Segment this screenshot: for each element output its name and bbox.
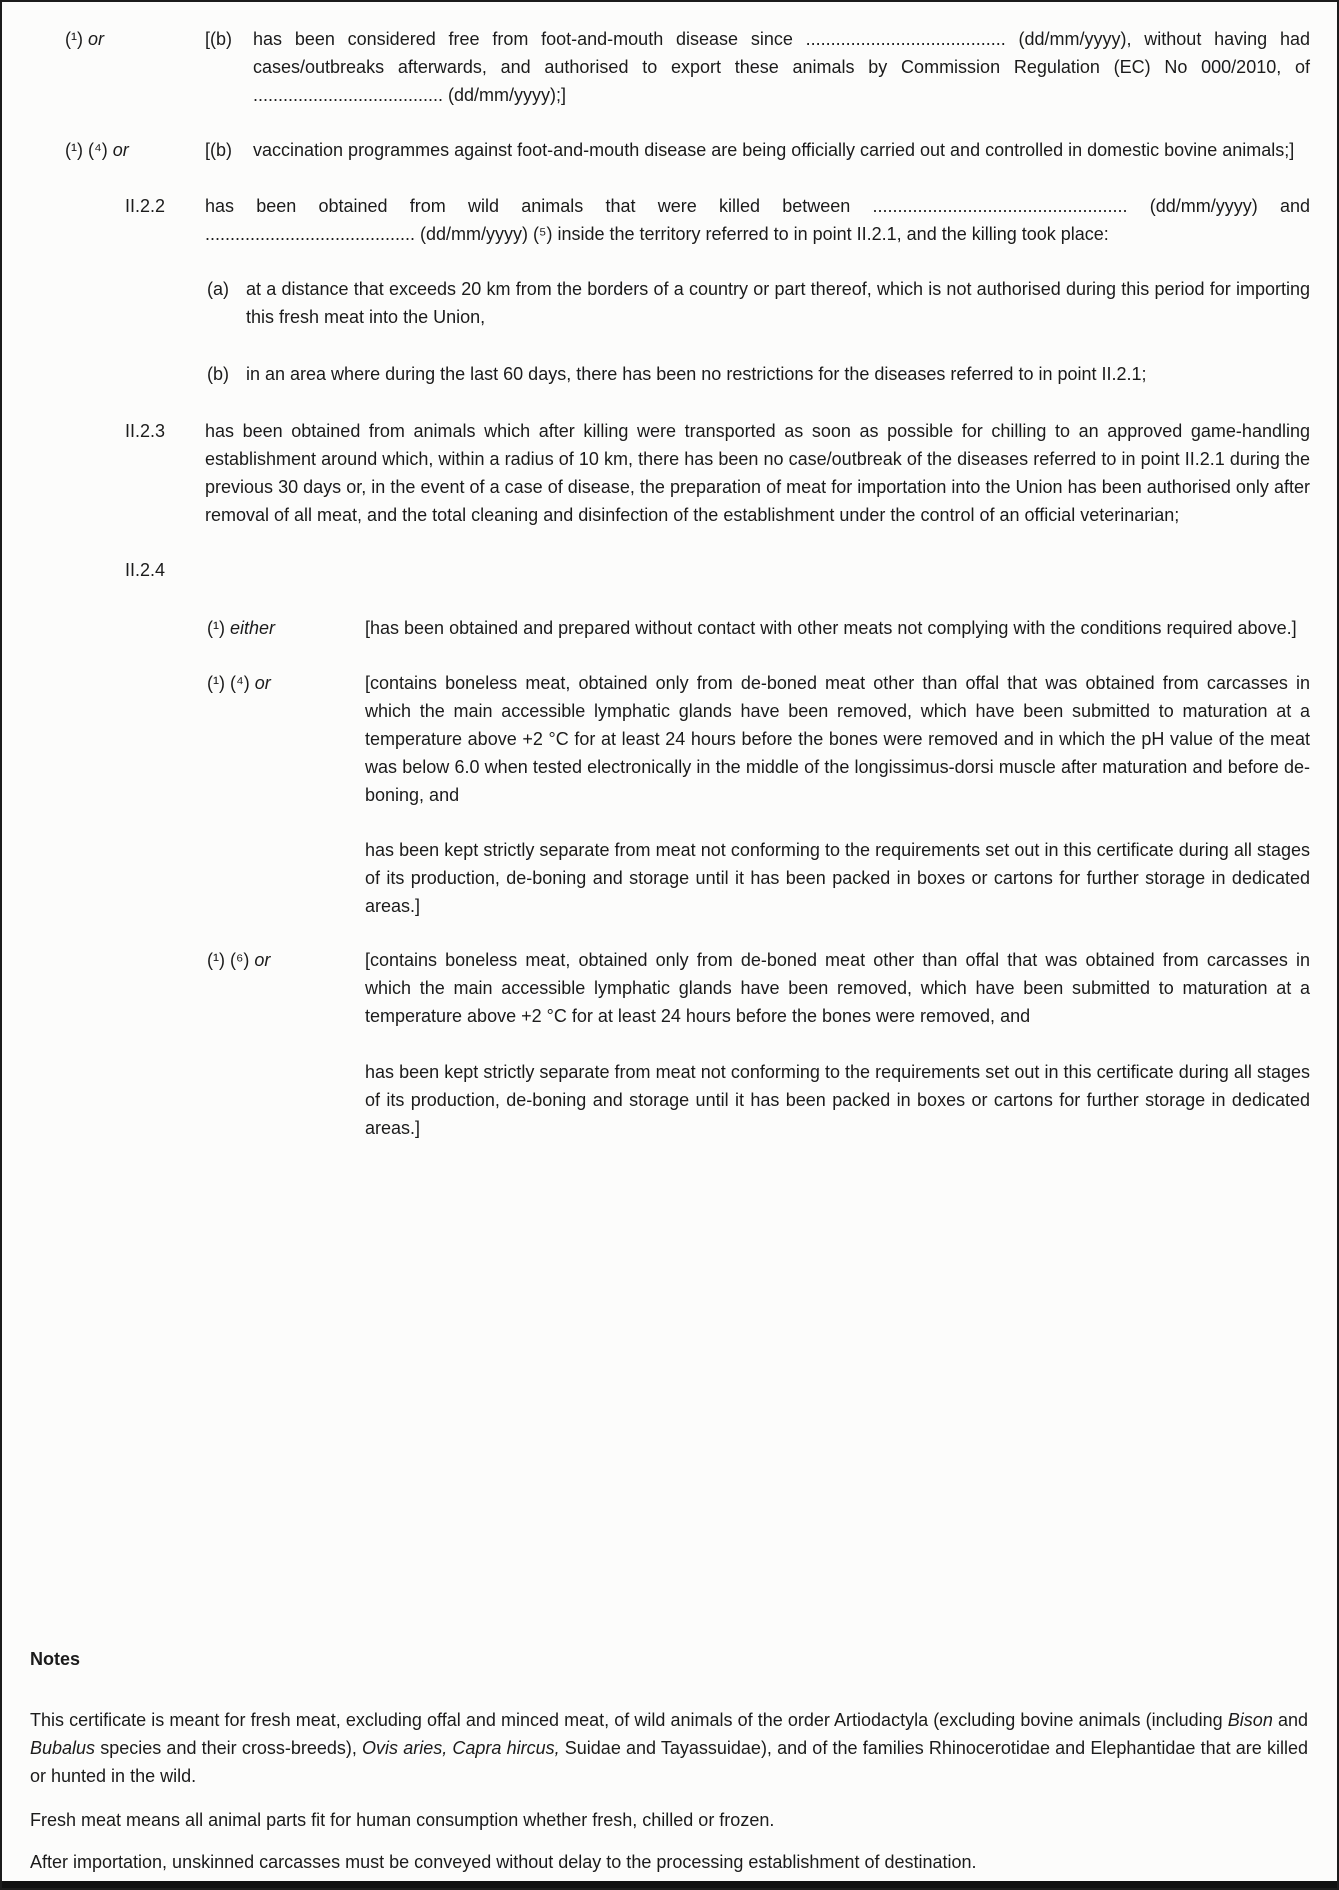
clause-text: [has been obtained and prepared without contact with other meats not complying with the conditions required above.] [365, 618, 1297, 638]
footnote-marker-label [65, 136, 205, 164]
page-bottom-rule [0, 1881, 1339, 1890]
clause-content [365, 614, 1337, 642]
clause-text: [contains boneless meat, obtained only from de-boned meat other than offal that was obtained from carcasses in which the main accessible lymphatic glands have been removed, which have been submitted to maturation at a temperature above +2 °C for at least 24 hours before the bones were removed and in which the pH value of the meat was below 6.0 when tested electronically in the middle of the longissimus-dorsi muscle after maturation and before de-boning, and [365, 673, 1310, 805]
species-name-italic: Bison [1227, 1710, 1273, 1730]
footnote-refs: (¹) [207, 618, 225, 638]
footnote-marker-label [207, 946, 365, 974]
footnote-refs: (¹) (⁶) [207, 950, 250, 970]
footnote-word: or [254, 673, 271, 693]
clause-row-fmd-free [2, 25, 1337, 109]
footnote-marker-label [207, 614, 365, 642]
footnote-marker-label [65, 25, 205, 53]
clause-content [205, 25, 1337, 109]
footnote-refs: (¹) (⁴) [207, 673, 250, 693]
notes-text-segment: This certificate is meant for fresh meat, excluding offal and minced meat, of wild animals of the order Artiodactyla (excluding bovine animals (including [30, 1710, 1228, 1730]
clause-text: in an area where during the last 60 days, there has been no restrictions for the diseases referred to in point II.2.1; [246, 364, 1147, 384]
clause-item-marker: [(b) [205, 140, 232, 160]
footnote-marker-label [207, 669, 365, 697]
subclause-marker: (b) [207, 364, 229, 384]
section-number: II.2.3 [125, 421, 166, 441]
clause-text: [contains boneless meat, obtained only from de-boned meat other than offal that was obtained from carcasses in which the main accessible lymphatic glands have been removed, which have been submitted to maturation at a temperature above +2 °C for at least 24 hours before the bones were removed, and [365, 950, 1310, 1026]
clause-text: at a distance that exceeds 20 km from the borders of a country or part thereof, which is not authorised during this period for importing this fresh meat into the Union, [246, 279, 1310, 327]
clause-text: has been obtained from wild animals that were killed between ................................................... (dd/mm/yyyy) and .......................................... (dd/mm/yyyy) (⁵) inside the territory referred to in point II.2.1, and the killing took place: [205, 196, 1310, 244]
species-name-italic: Ovis aries, Capra hircus, [362, 1738, 560, 1758]
notes-section [30, 1645, 1308, 1876]
notes-paragraph-3: After importation, unskinned carcasses must be conveyed without delay to the processing establishment of destination. [30, 1852, 977, 1872]
notes-text-segment: Suidae and Tayassuidae), and of the families Rhinocerotidae and Elephantidae that are killed or hunted in the wild. [30, 1738, 1308, 1786]
clause-content [205, 192, 1337, 248]
section-number: II.2.4 [125, 560, 166, 580]
clause-row-vaccination [2, 136, 1337, 164]
clause-text: has been obtained from animals which after killing were transported as soon as possible for chilling to an approved game-handling establishment around which, within a radius of 10 km, there has been no case/outbreak of the diseases referred to in point II.2.1 during the previous 30 days or, in the event of a case of disease, the preparation of meat for importation into the Union has been authorised only after removal of all meat, and the total cleaning and disinfection of the establishment under the control of an official veterinarian; [205, 421, 1310, 525]
clause-content [365, 669, 1337, 920]
subclause-row-a [2, 275, 1337, 331]
clause-text: has been kept strictly separate from meat not conforming to the requirements set out in this certificate during all stages of its production, de-boning and storage until it has been packed in boxes or cartons for further storage in dedicated areas.] [365, 840, 1310, 916]
notes-paragraph-1 [30, 1706, 1308, 1790]
clause-content [246, 275, 1337, 331]
footnote-word: or [87, 29, 104, 49]
clause-content [246, 360, 1337, 388]
species-name-italic: Bubalus [30, 1738, 96, 1758]
subclause-row-b [2, 360, 1337, 388]
subclause-marker: (a) [207, 279, 229, 299]
clause-item-marker: [(b) [205, 29, 232, 49]
notes-text-segment: species and their cross-breeds), [95, 1738, 363, 1758]
clause-content [205, 417, 1337, 529]
section-row-II-2-2 [2, 192, 1337, 248]
option-row-boneless-ph [2, 669, 1337, 920]
clause-text: has been considered free from foot-and-mouth disease since ........................................ (dd/mm/yyyy), without having had cases/outbreaks afterwards, and authorised to export these animals by Commission Regulation (EC) No 000/2010, of ...................................... (dd/mm/yyyy);] [253, 29, 1310, 105]
option-row-either [2, 614, 1337, 642]
footnote-refs: (¹) [65, 29, 83, 49]
clause-content [365, 946, 1337, 1142]
footnote-word: either [229, 618, 276, 638]
clause-content [205, 136, 1337, 164]
section-row-II-2-4 [2, 556, 1337, 584]
footnote-refs: (¹) (⁴) [65, 140, 108, 160]
footnote-word: or [112, 140, 129, 160]
notes-text-segment: and [1272, 1710, 1308, 1730]
section-number: II.2.2 [125, 196, 166, 216]
notes-paragraph-2: Fresh meat means all animal parts fit for human consumption whether fresh, chilled or frozen. [30, 1810, 775, 1830]
footnote-word: or [254, 950, 271, 970]
option-row-boneless [2, 946, 1337, 1142]
section-row-II-2-3 [2, 417, 1337, 529]
notes-heading: Notes [30, 1649, 81, 1669]
clause-text: vaccination programmes against foot-and-mouth disease are being officially carried out and controlled in domestic bovine animals;] [253, 140, 1295, 160]
clause-text: has been kept strictly separate from meat not conforming to the requirements set out in this certificate during all stages of its production, de-boning and storage until it has been packed in boxes or cartons for further storage in dedicated areas.] [365, 1062, 1310, 1138]
